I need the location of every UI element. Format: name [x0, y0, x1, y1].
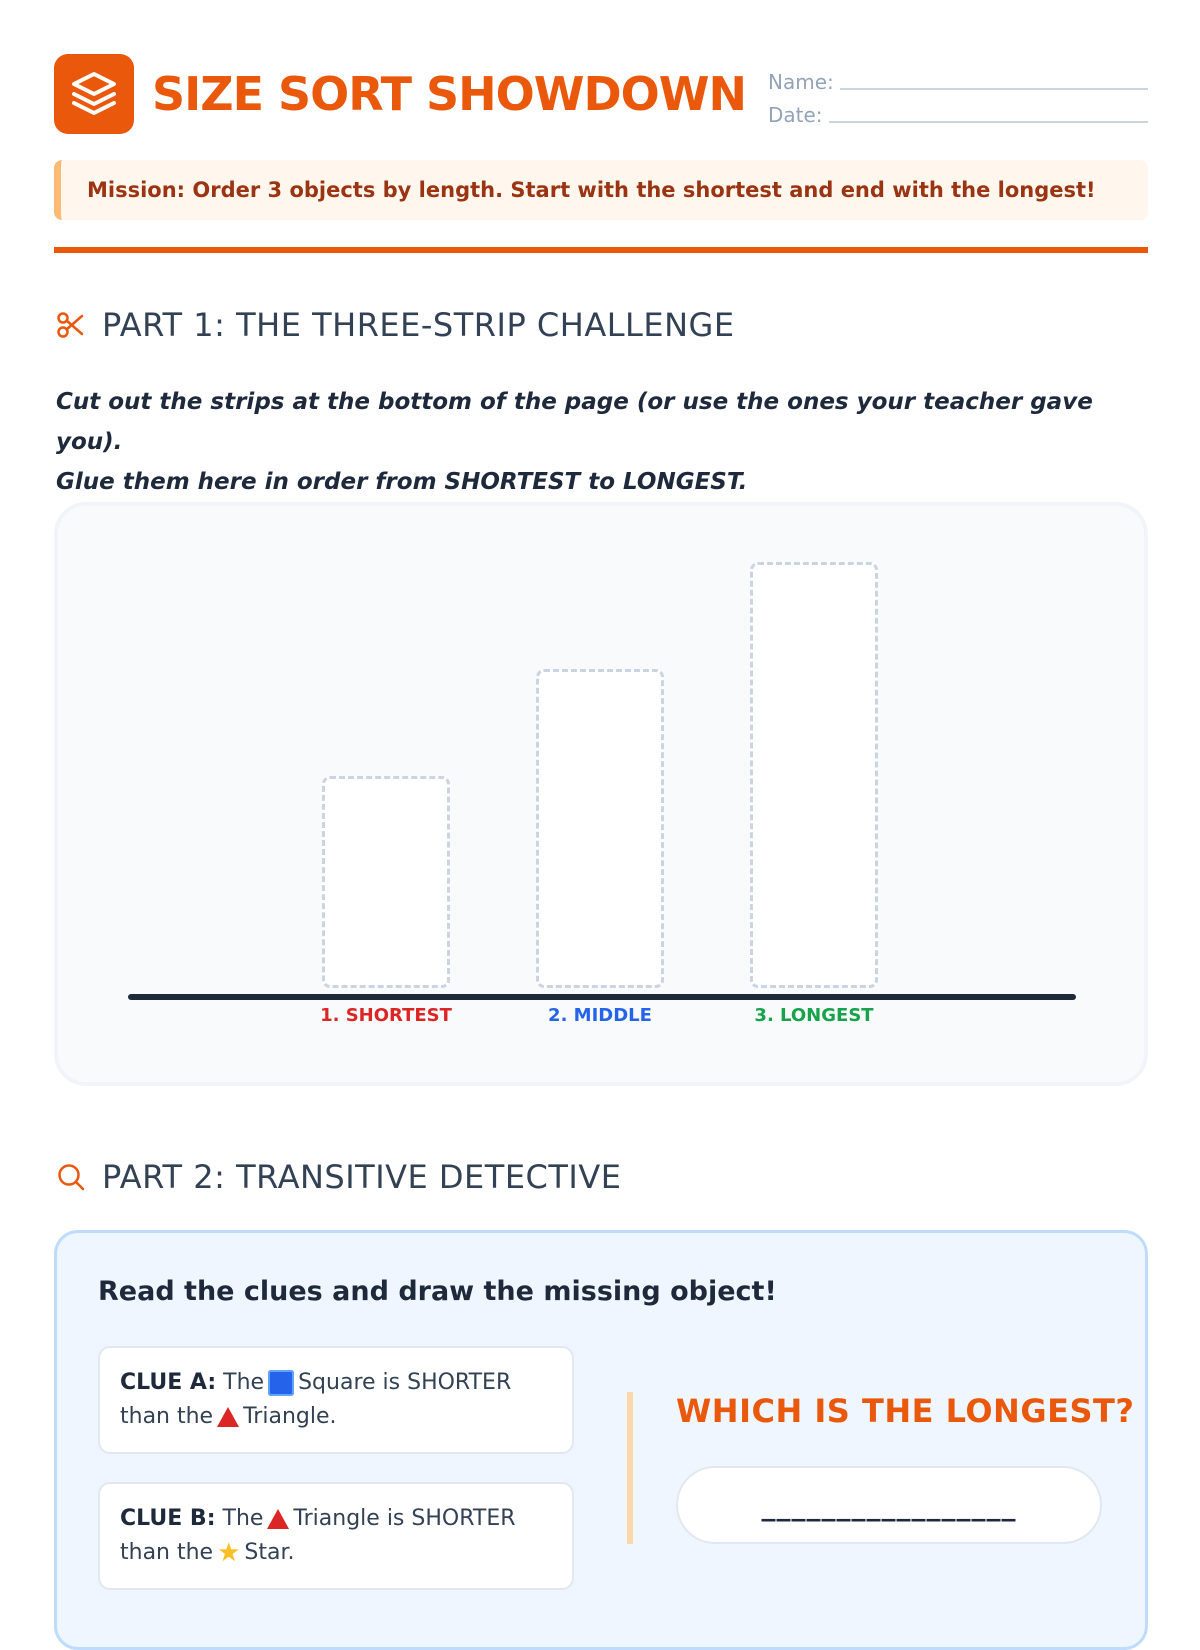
mission-banner	[54, 160, 1148, 220]
clue-b-mid: than the	[120, 1540, 214, 1565]
part1-instructions	[56, 382, 1156, 502]
clue-b-label: CLUE B:	[120, 1506, 216, 1531]
name-label: Name:	[768, 70, 834, 94]
layers-icon	[54, 54, 134, 134]
clue-a-pre: The	[223, 1370, 265, 1395]
mission-text: Mission: Order 3 objects by length. Start with the shortest and end with the longest!	[87, 178, 1096, 202]
star-icon: ★	[217, 1538, 241, 1568]
answer-field[interactable]	[676, 1466, 1102, 1544]
answer-blank: _________________	[761, 1488, 1017, 1522]
date-line[interactable]	[829, 121, 1148, 123]
instructions-line-2: Glue them here in order from SHORTEST to LONGEST.	[56, 469, 748, 495]
part2-heading	[56, 1158, 621, 1196]
slot-label-longest: 3. LONGEST	[754, 1005, 874, 1026]
triangle-icon	[267, 1509, 289, 1529]
card-title: Read the clues and draw the missing object!	[98, 1276, 777, 1307]
triangle-icon	[217, 1407, 239, 1427]
magnifier-icon	[56, 1162, 86, 1192]
baseline	[128, 994, 1076, 1000]
instructions-line-1: Cut out the strips at the bottom of the page (or use the ones your teacher gave you).	[56, 389, 1093, 455]
clue-a-obj1: Square is SHORTER	[298, 1370, 512, 1395]
name-line[interactable]	[840, 88, 1148, 90]
name-field[interactable]	[768, 70, 1148, 94]
page-title: SIZE SORT SHOWDOWN	[152, 67, 747, 121]
strip-slot-middle[interactable]	[536, 669, 664, 988]
header-divider	[54, 247, 1148, 253]
clue-b-pre: The	[222, 1506, 264, 1531]
date-field[interactable]	[768, 103, 1148, 127]
square-icon	[268, 1370, 294, 1396]
part1-heading	[56, 306, 735, 344]
strip-slot-shortest[interactable]	[322, 776, 450, 988]
clue-a-mid: than the	[120, 1404, 214, 1429]
strip-slot-longest[interactable]	[750, 562, 878, 988]
clue-a-obj2: Triangle.	[243, 1404, 337, 1429]
question-heading: WHICH IS THE LONGEST?	[676, 1392, 1135, 1430]
clue-a-label: CLUE A:	[120, 1370, 217, 1395]
part1-title: PART 1: THE THREE-STRIP CHALLENGE	[102, 306, 735, 344]
scissors-icon	[56, 310, 86, 340]
date-label: Date:	[768, 103, 823, 127]
clue-b-obj2: Star.	[244, 1540, 295, 1565]
clue-b	[98, 1482, 574, 1590]
part2-title: PART 2: TRANSITIVE DETECTIVE	[102, 1158, 622, 1196]
clue-b-obj1: Triangle is SHORTER	[293, 1506, 516, 1531]
slot-label-shortest: 1. SHORTEST	[320, 1005, 452, 1026]
slot-label-middle: 2. MIDDLE	[548, 1005, 652, 1026]
clue-a	[98, 1346, 574, 1454]
question-accent-bar	[627, 1392, 633, 1544]
